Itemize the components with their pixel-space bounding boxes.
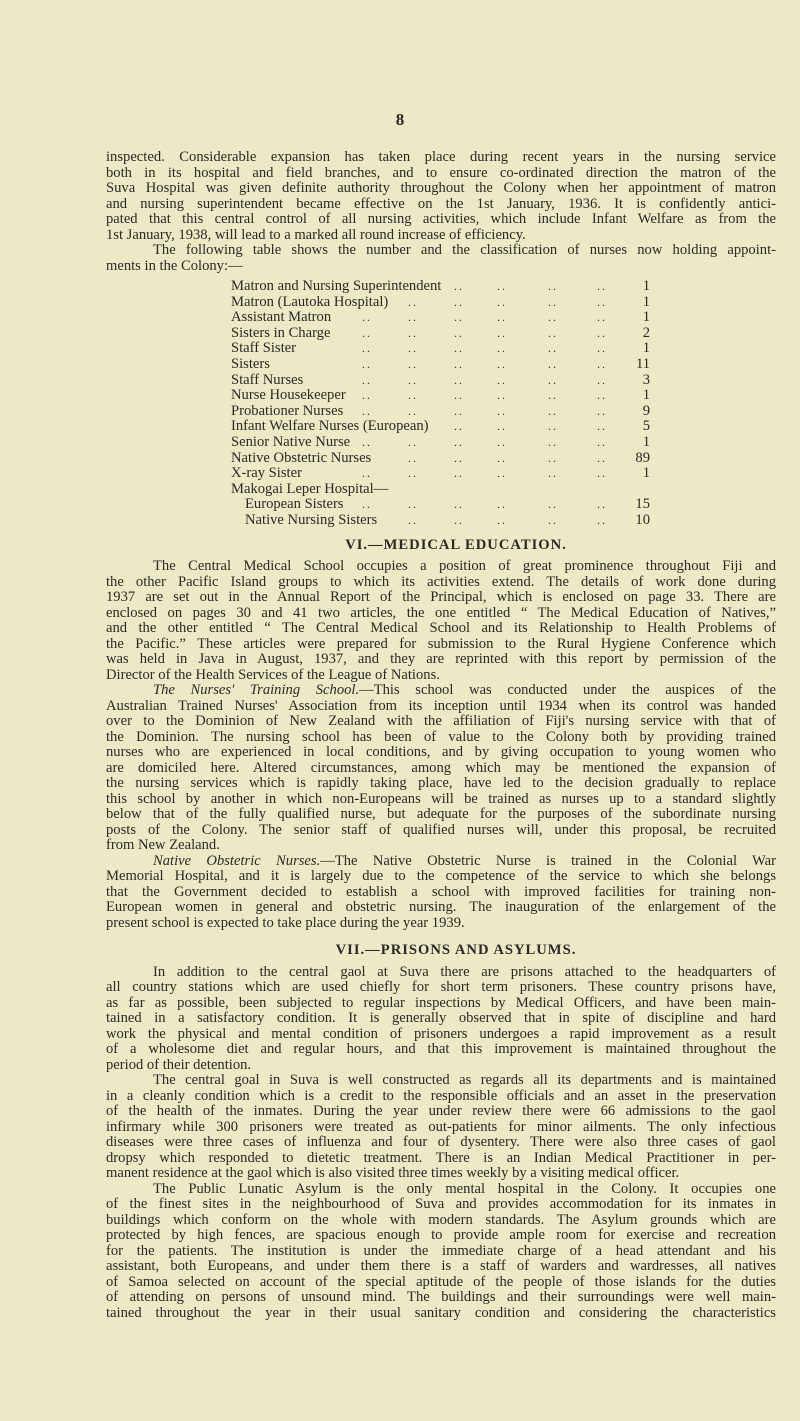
row-label: Matron and Nursing Superintendent: [231, 278, 442, 294]
leader-dots: ..: [454, 512, 464, 527]
text-line: The following table shows the number and the classification of nurses now holding appoint-: [153, 242, 776, 258]
leader-dots: ..: [597, 434, 607, 449]
leader-dots: ..: [362, 356, 372, 371]
leader-dots: ..: [362, 372, 372, 387]
paragraph: [106, 150, 776, 243]
text-line: and the other entitled “ The Central Medical School and its Relationship to Health Problems of: [106, 620, 776, 636]
row-label: Nurse Housekeeper: [231, 387, 346, 404]
leader-dots: ..: [454, 434, 464, 449]
text-line: manent residence at the gaol which is also visited three times weekly by a visiting medical officer.: [106, 1165, 680, 1181]
row-label: Staff Nurses: [231, 371, 304, 388]
leader-dots: ..: [408, 403, 418, 418]
text-line: this school by another in which non-Europeans will be trained as nurses up to a standard slightly: [106, 790, 776, 807]
leader-dots: ..: [454, 356, 464, 371]
text-line: of a wholesome diet and regular hours, and that this improvement is maintained throughout the: [106, 1041, 776, 1057]
leader-dots: ..: [597, 466, 607, 481]
text-line: In addition to the central gaol at Suva there are prisons attached to the headquarters of: [153, 963, 776, 980]
text-line: 1st January, 1938, will lead to a marked all round increase of efficiency.: [106, 226, 526, 243]
leader-dots: ..: [597, 403, 607, 418]
table-row: [106, 341, 776, 357]
text-line: in a cleanly condition which is a credit to the responsible officials and an asset in the preservation: [106, 1087, 776, 1104]
text-run: —This school was conducted under the auspices of the: [359, 682, 776, 698]
text-line: diseases were three cases of influenza and four of dysentery. There were also three cases of gaol: [106, 1134, 776, 1150]
text-line: 1937 are set out in the Annual Report of the Principal, which is enclosed on page 33. There are: [106, 589, 776, 605]
text-line: for the patients. The institution is under the immediate charge of a head attendant and his: [106, 1242, 776, 1259]
paragraph: [106, 243, 776, 274]
text-line: Suva Hospital was given definite authority throughout the Colony when her appointment of matron: [106, 180, 776, 196]
text-line: all country stations which are used chiefly for short term prisoners. These country prisons have,: [106, 979, 776, 995]
leader-dots: ..: [408, 450, 418, 465]
paragraph: [106, 1182, 776, 1322]
text-line: pated that this central control of all nursing activities, which include Infant Welfare as from the: [106, 211, 776, 227]
text-line: [106, 854, 776, 870]
leader-dots: ..: [454, 450, 464, 465]
leader-dots: ..: [597, 294, 607, 309]
leader-dots: ..: [597, 341, 607, 356]
row-label: Sisters in Charge: [231, 324, 331, 341]
leader-dots: ..: [362, 466, 372, 481]
text-line: of the finest sites in the neighbourhood of Suva and provides accommodation for its inmates in: [106, 1196, 776, 1212]
text-line: Australian Trained Nurses' Association from its inception until 1934 when its control was handed: [106, 697, 776, 714]
leader-dots: ..: [408, 356, 418, 371]
leader-dots: ..: [454, 403, 464, 418]
text-line: both in its hospital and field branches, and to ensure co-ordinated direction the matron of the: [106, 164, 776, 181]
table-row: [106, 497, 776, 513]
row-value: 11: [635, 355, 650, 372]
text-line: below that of the fully qualified nurse, but adequate for the purposes of the subordinate nursing: [106, 806, 776, 822]
italic-subheading: Native Obstetric Nurses.: [153, 852, 321, 869]
row-value: 1: [642, 309, 650, 326]
table-row: [106, 326, 776, 342]
row-value: 89: [635, 449, 650, 466]
section-heading: VII.—PRISONS AND ASYLUMS.: [335, 942, 577, 958]
leader-dots: ..: [362, 403, 372, 418]
text-line: work the physical and mental condition of prisoners undergoes a rapid improvement as a result: [106, 1025, 776, 1042]
leader-dots: ..: [497, 466, 507, 481]
row-value: 3: [642, 371, 650, 388]
text-line: the other Pacific Island groups to which its activities extend. The details of work done during: [106, 573, 776, 590]
leader-dots: ..: [548, 466, 558, 481]
leader-dots: ..: [597, 419, 607, 434]
row-value: 9: [642, 402, 650, 419]
text-line: nurses who are experienced in local conditions, and by giving occupation to young women who: [106, 744, 776, 760]
leader-dots: ..: [497, 294, 507, 309]
leader-dots: ..: [497, 279, 507, 293]
leader-dots: ..: [454, 341, 464, 356]
table-row: [106, 388, 776, 404]
leader-dots: ..: [497, 310, 507, 325]
row-value: 5: [642, 418, 650, 435]
row-label: Probationer Nurses: [231, 402, 344, 419]
page-number: 8: [395, 110, 405, 129]
leader-dots: ..: [597, 512, 607, 527]
row-label: Sisters: [231, 355, 270, 372]
text-line: that the Government decided to establish a school with improved facilities for training non-: [106, 883, 776, 900]
leader-dots: ..: [408, 341, 418, 356]
row-value: 1: [642, 433, 650, 450]
sections: [106, 538, 776, 1322]
leader-dots: ..: [454, 294, 464, 309]
leader-dots: ..: [548, 325, 558, 340]
text-line: of the health of the inmates. During the year under review there were 66 admissions to the gaol: [106, 1103, 776, 1119]
leader-dots: ..: [597, 279, 607, 293]
leader-dots: ..: [408, 325, 418, 340]
paragraph: [106, 965, 776, 1074]
leader-dots: ..: [408, 497, 418, 512]
leader-dots: ..: [497, 497, 507, 512]
leader-dots: ..: [454, 279, 464, 293]
row-label: Senior Native Nurse: [231, 433, 351, 450]
table-row: [106, 295, 776, 311]
paragraph: [106, 683, 776, 854]
text-line: are domiciled here. Altered circumstances, among which may be mentioned the expansion of: [106, 759, 776, 776]
table-row: [106, 404, 776, 420]
text-line: Director of the Health Services of the League of Nations.: [106, 666, 440, 683]
leader-dots: ..: [497, 341, 507, 356]
leader-dots: ..: [548, 497, 558, 512]
leader-dots: ..: [454, 388, 464, 403]
leader-dots: ..: [548, 388, 558, 403]
leader-dots: ..: [408, 388, 418, 403]
leader-dots: ..: [454, 497, 464, 512]
row-label: Matron (Lautoka Hospital): [231, 293, 389, 310]
row-label: Staff Sister: [231, 340, 296, 357]
table-row: [106, 357, 776, 373]
leader-dots: ..: [408, 294, 418, 309]
leader-dots: ..: [408, 310, 418, 325]
leader-dots: ..: [548, 419, 558, 434]
leader-dots: ..: [597, 310, 607, 325]
leader-dots: ..: [548, 512, 558, 527]
table-row: [106, 482, 776, 498]
text-line: The Public Lunatic Asylum is the only mental hospital in the Colony. It occupies one: [153, 1180, 776, 1197]
text-line: tained throughout the year in their usual sanitary condition and considering the characteristics: [106, 1304, 776, 1321]
table-row: [106, 373, 776, 389]
row-value: 2: [642, 324, 650, 341]
text-line: [106, 683, 776, 699]
leader-dots: ..: [497, 388, 507, 403]
text-line: The Central Medical School occupies a position of great prominence throughout Fiji and: [153, 558, 776, 574]
text-line: the Dominion. The nursing school has been of value to the Colony both by providing trained: [106, 728, 776, 745]
text-line: over to the Dominion of New Zealand with the affiliation of Fiji's nursing service with that of: [106, 713, 776, 729]
row-value: 10: [635, 511, 650, 528]
leader-dots: ..: [597, 450, 607, 465]
leader-dots: ..: [497, 356, 507, 371]
leader-dots: ..: [408, 512, 418, 527]
leader-dots: ..: [497, 450, 507, 465]
row-value: 1: [642, 293, 650, 310]
table-row: [106, 466, 776, 482]
text-line: period of their detention.: [106, 1056, 252, 1073]
text-line: of Samoa selected on account of the special aptitude of the people of those islands for the duties: [106, 1273, 776, 1290]
row-label: European Sisters: [245, 496, 344, 513]
leader-dots: ..: [497, 434, 507, 449]
text-line: posts of the Colony. The senior staff of qualified nurses will, under this proposal, be recruited: [106, 821, 776, 838]
table-row: [106, 279, 776, 295]
row-label: Native Nursing Sisters: [245, 511, 378, 528]
leader-dots: ..: [362, 325, 372, 340]
leader-dots: ..: [362, 310, 372, 325]
table-row: [106, 435, 776, 451]
leader-dots: ..: [454, 372, 464, 387]
leader-dots: ..: [548, 372, 558, 387]
leader-dots: ..: [454, 325, 464, 340]
leader-dots: ..: [548, 450, 558, 465]
text-line: European women in general and obstetric nursing. The inauguration of the enlargement of the: [106, 899, 776, 915]
leader-dots: ..: [497, 325, 507, 340]
leader-dots: ..: [497, 403, 507, 418]
leader-dots: ..: [362, 497, 372, 512]
text-line: enclosed on pages 30 and 41 two articles, the one entitled “ The Medical Education of Natives,”: [106, 604, 776, 621]
leader-dots: ..: [597, 497, 607, 512]
italic-subheading: The Nurses' Training School.: [153, 682, 360, 698]
leader-dots: ..: [597, 372, 607, 387]
leader-dots: ..: [548, 403, 558, 418]
section-heading: VI.—MEDICAL EDUCATION.: [345, 536, 567, 553]
leader-dots: ..: [454, 310, 464, 325]
text-line: assistant, both Europeans, and under them there is a staff of warders and wardresses, all natives: [106, 1258, 776, 1274]
nurses-table: [106, 279, 776, 529]
leader-dots: ..: [548, 341, 558, 356]
leader-dots: ..: [548, 294, 558, 309]
text-line: was held in Java in August, 1937, and they are reprinted with this report by permission of the: [106, 651, 776, 667]
leader-dots: ..: [408, 466, 418, 481]
leader-dots: ..: [597, 388, 607, 403]
leader-dots: ..: [597, 356, 607, 371]
text-line: the Pacific.” These articles were prepared for submission to the Rural Hygiene Conference which: [106, 635, 776, 652]
text-line: protected by high fences, are spacious enough to provide ample room for exercise and recreation: [106, 1227, 776, 1243]
table-row: [106, 513, 776, 529]
text-line: dropsy which responded to dietetic treatment. There is an Indian Medical Practitioner in per-: [106, 1149, 776, 1166]
text-line: The central goal in Suva is well constructed as regards all its departments and is maintained: [153, 1072, 776, 1088]
text-line: inspected. Considerable expansion has taken place during recent years in the nursing service: [106, 149, 776, 165]
text-line: ments in the Colony:—: [106, 257, 243, 274]
leader-dots: ..: [597, 325, 607, 340]
text-line: from New Zealand.: [106, 837, 220, 853]
leader-dots: ..: [548, 356, 558, 371]
leader-dots: ..: [362, 434, 372, 449]
leader-dots: ..: [548, 310, 558, 325]
row-label: Native Obstetric Nurses: [231, 449, 372, 466]
row-label: Infant Welfare Nurses (European): [231, 418, 429, 435]
table-row: [106, 310, 776, 326]
document-body: [106, 150, 776, 1321]
row-value: 1: [642, 387, 650, 404]
text-line: infirmary while 300 prisoners were treated as out-patients for minor ailments. The only infectious: [106, 1118, 776, 1135]
leader-dots: ..: [497, 372, 507, 387]
text-line: the nursing services which is rapidly taking place, have led to the decision gradually to replace: [106, 775, 776, 791]
row-value: 1: [642, 340, 650, 357]
row-value: 15: [635, 496, 650, 513]
leader-dots: ..: [408, 434, 418, 449]
leader-dots: ..: [548, 434, 558, 449]
text-run: —The Native Obstetric Nurse is trained in the Colonial War: [320, 852, 776, 869]
row-value: 1: [642, 278, 650, 294]
row-value: 1: [642, 465, 650, 482]
table-row: [106, 419, 776, 435]
leader-dots: ..: [454, 466, 464, 481]
paragraph: [106, 559, 776, 683]
leader-dots: ..: [548, 279, 558, 293]
row-label: X-ray Sister: [231, 465, 302, 482]
leader-dots: ..: [497, 512, 507, 527]
leader-dots: ..: [362, 341, 372, 356]
text-line: tained in a satisfactory condition. It is generally observed that in spite of discipline and hard: [106, 1010, 776, 1026]
text-line: as far as possible, been subjected to regular inspections by Medical Officers, and have been main-: [106, 994, 776, 1011]
row-label: Assistant Matron: [231, 309, 332, 326]
row-label: Makogai Leper Hospital—: [231, 480, 389, 497]
leader-dots: ..: [497, 419, 507, 434]
text-line: and nursing superintendent became effective on the 1st January, 1936. It is confidently antici-: [106, 195, 776, 212]
intro-text: [106, 150, 776, 274]
table-row: [106, 451, 776, 467]
text-line: Memorial Hospital, and it is largely due to the competence of the service to which she belongs: [106, 868, 776, 884]
text-line: present school is expected to take place during the year 1939.: [106, 914, 465, 931]
leader-dots: ..: [362, 388, 372, 403]
paragraph: [106, 1073, 776, 1182]
text-line: of attending on persons of unsound mind. The buildings and their surroundings were well main-: [106, 1289, 776, 1305]
leader-dots: ..: [408, 372, 418, 387]
paragraph: [106, 854, 776, 932]
leader-dots: ..: [454, 419, 464, 434]
text-line: buildings which conform on the whole with modern standards. The Asylum grounds which are: [106, 1211, 776, 1228]
